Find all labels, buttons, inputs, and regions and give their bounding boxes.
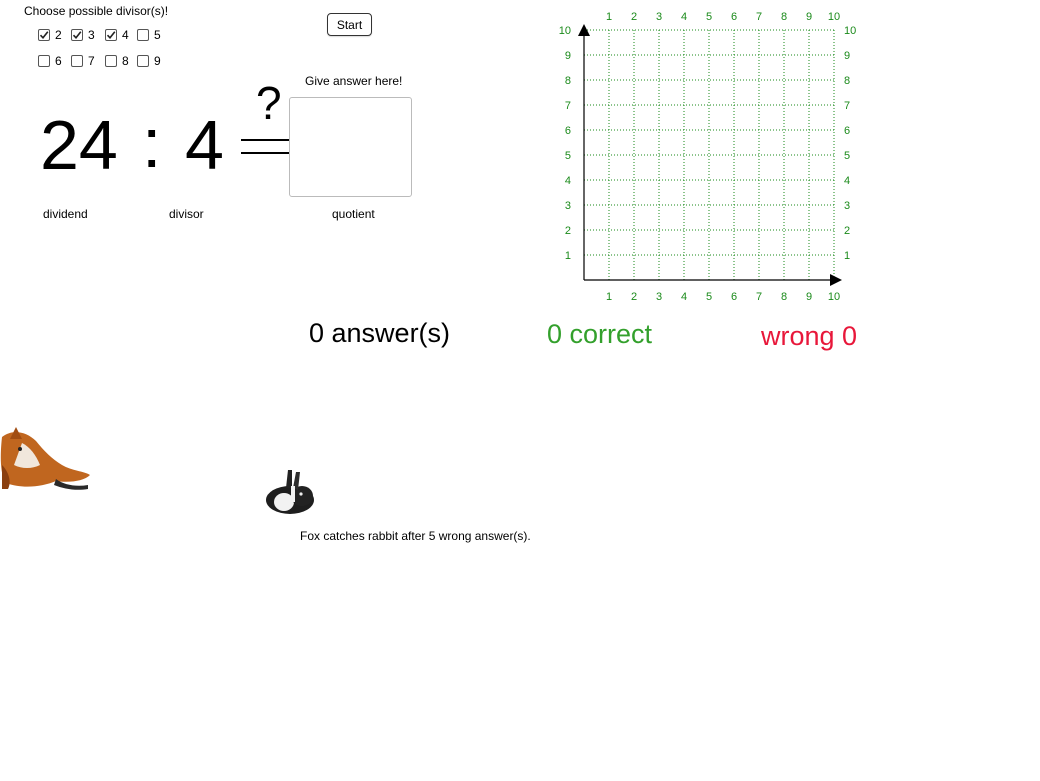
x-tick-label-bottom: 3	[655, 291, 663, 303]
y-tick-label-left: 5	[564, 150, 571, 162]
dividend-label: dividend	[43, 207, 88, 221]
answers-count: 0 answer(s)	[309, 318, 451, 348]
y-tick-label-left: 6	[564, 125, 571, 137]
y-tick-label-right: 3	[844, 200, 851, 212]
divisor-checkbox-label: 2	[55, 28, 62, 42]
empty-checkbox-icon[interactable]	[71, 55, 83, 67]
x-tick-label-top: 3	[655, 11, 663, 23]
y-tick-label-left: 2	[564, 225, 571, 237]
y-tick-label-right: 8	[844, 75, 851, 87]
divisor-checkbox-label: 3	[88, 28, 95, 42]
divisor-value: 4	[185, 106, 224, 184]
unknown-symbol: ?	[256, 77, 282, 129]
y-tick-label-right: 1	[844, 250, 851, 262]
y-axis-arrow-icon	[578, 24, 590, 36]
divisor-label: divisor	[169, 207, 204, 221]
checkmark-icon[interactable]	[71, 29, 83, 41]
divisor-checkbox-4[interactable]	[105, 28, 129, 42]
x-tick-label-top: 1	[605, 11, 613, 23]
x-tick-label-bottom: 6	[730, 291, 738, 303]
checkmark-icon[interactable]	[105, 29, 117, 41]
divisor-checkbox-8[interactable]	[105, 54, 129, 68]
choose-divisor-label: Choose possible divisor(s)!	[24, 4, 169, 18]
wrong-count: wrong 0	[761, 321, 858, 351]
divisor-checkbox-label: 9	[154, 54, 161, 68]
divisor-checkbox-7[interactable]	[71, 54, 95, 68]
divisor-checkbox-label: 4	[122, 28, 129, 42]
division-operator: :	[142, 104, 162, 182]
rabbit-image	[262, 466, 318, 516]
y-tick-label-right: 6	[844, 125, 851, 137]
empty-checkbox-icon[interactable]	[137, 29, 149, 41]
empty-checkbox-icon[interactable]	[137, 55, 149, 67]
divisor-checkbox-3[interactable]	[71, 28, 95, 42]
checkmark-icon[interactable]	[38, 29, 50, 41]
x-tick-label-bottom: 1	[605, 291, 613, 303]
y-tick-label-left: 7	[564, 100, 571, 112]
x-tick-label-bottom: 4	[680, 291, 688, 303]
coordinate-grid	[550, 0, 870, 310]
answer-input[interactable]	[289, 97, 412, 197]
equals-bar-top	[241, 139, 291, 141]
y-tick-label-left: 4	[564, 175, 571, 187]
y-tick-label-left: 9	[564, 50, 571, 62]
y-tick-label-left: 3	[564, 200, 571, 212]
x-tick-label-top: 6	[730, 11, 738, 23]
divisor-checkbox-2[interactable]	[38, 28, 62, 42]
y-tick-label-left: 10	[558, 25, 571, 37]
x-tick-label-bottom: 7	[755, 291, 763, 303]
start-button[interactable]: Start	[327, 13, 372, 36]
x-tick-label-bottom: 10	[827, 291, 841, 303]
divisor-checkbox-9[interactable]	[137, 54, 161, 68]
y-tick-label-right: 2	[844, 225, 851, 237]
fox-rule-text: Fox catches rabbit after 5 wrong answer(s).	[300, 529, 531, 543]
divisor-checkbox-label: 7	[88, 54, 95, 68]
x-tick-label-top: 4	[680, 11, 688, 23]
answer-prompt: Give answer here!	[305, 74, 403, 88]
equals-bar-bottom	[241, 152, 291, 154]
divisor-checkbox-label: 6	[55, 54, 62, 68]
dividend-value: 24	[40, 106, 118, 184]
y-tick-label-right: 4	[844, 175, 851, 187]
quotient-label: quotient	[332, 207, 375, 221]
divisor-checkbox-label: 5	[154, 28, 161, 42]
divisor-checkbox-5[interactable]	[137, 28, 161, 42]
x-tick-label-top: 2	[630, 11, 638, 23]
empty-checkbox-icon[interactable]	[38, 55, 50, 67]
divisor-checkbox-6[interactable]	[38, 54, 62, 68]
y-tick-label-right: 10	[844, 25, 857, 37]
x-tick-label-top: 9	[805, 11, 813, 23]
correct-count: 0 correct	[547, 319, 653, 349]
x-tick-label-top: 7	[755, 11, 763, 23]
x-tick-label-top: 10	[827, 11, 841, 23]
y-tick-label-right: 9	[844, 50, 851, 62]
x-tick-label-bottom: 9	[805, 291, 813, 303]
empty-checkbox-icon[interactable]	[105, 55, 117, 67]
x-tick-label-bottom: 5	[705, 291, 713, 303]
fox-image	[0, 425, 92, 493]
x-tick-label-top: 8	[780, 11, 788, 23]
x-axis-arrow-icon	[830, 274, 842, 286]
y-tick-label-right: 5	[844, 150, 851, 162]
x-tick-label-bottom: 2	[630, 291, 638, 303]
x-tick-label-bottom: 8	[780, 291, 788, 303]
x-tick-label-top: 5	[705, 11, 713, 23]
divisor-checkbox-label: 8	[122, 54, 129, 68]
y-tick-label-right: 7	[844, 100, 851, 112]
y-tick-label-left: 8	[564, 75, 571, 87]
y-tick-label-left: 1	[564, 250, 571, 262]
